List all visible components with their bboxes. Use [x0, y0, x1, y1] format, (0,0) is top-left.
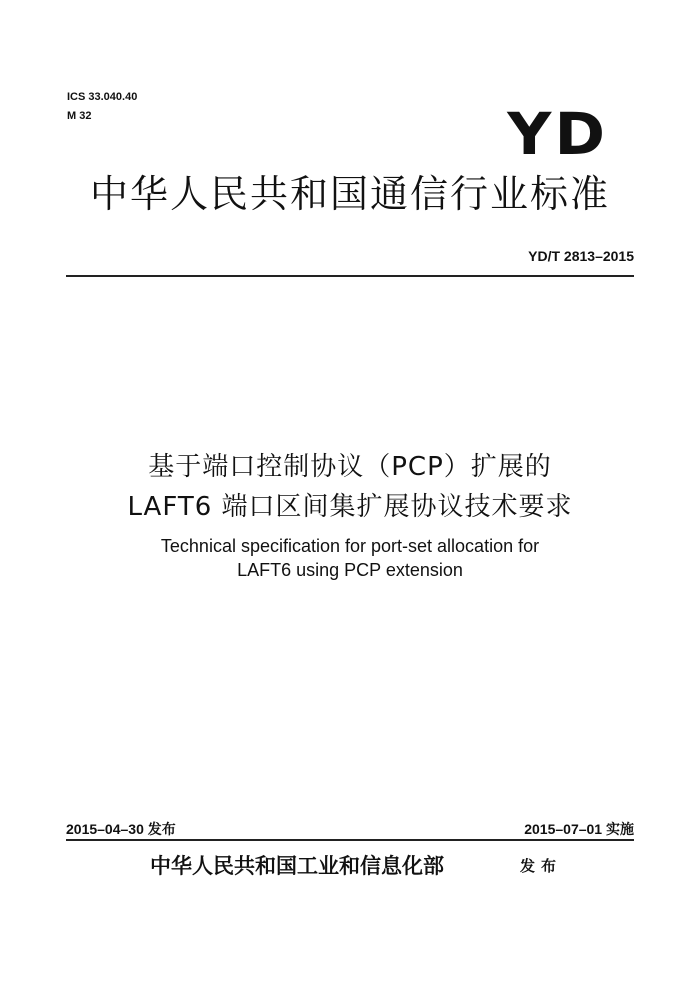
standard-number: YD/T 2813–2015 — [528, 248, 634, 264]
title-en-line-1: Technical specification for port-set allocation for — [160, 536, 540, 556]
title-zh-line-1: 基于端口控制协议（PCP）扩展的 — [148, 452, 552, 482]
issue-action-label: 发布 — [520, 857, 563, 875]
title-zh-line-2: LAFT6 端口区间集扩展协议技术要求 — [127, 492, 573, 522]
ccs-code: M 32 — [67, 110, 92, 122]
implementation-date: 2015–07–01 实施 — [524, 821, 634, 837]
bottom-divider — [66, 839, 634, 841]
title-en-line-2: LAFT6 using PCP extension — [237, 560, 463, 580]
yd-logo: YD — [507, 100, 608, 168]
issue-date: 2015–04–30 发布 — [66, 821, 176, 837]
industry-standard-heading: 中华人民共和国通信行业标准 — [89, 172, 610, 216]
issuing-authority: 中华人民共和国工业和信息化部 — [150, 853, 444, 878]
ics-code: ICS 33.040.40 — [67, 91, 138, 103]
classification-codes — [67, 88, 137, 126]
top-divider — [66, 275, 634, 277]
